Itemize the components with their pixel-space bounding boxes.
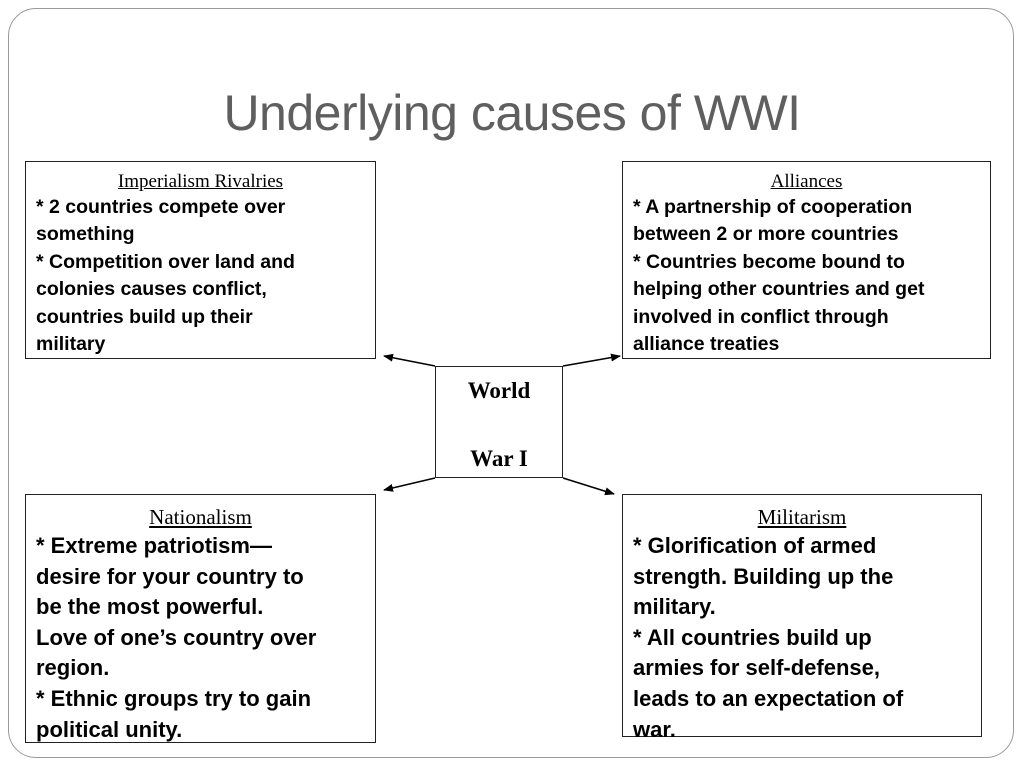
militarism-heading: Militarism [757, 505, 847, 529]
imperialism-body [36, 194, 365, 358]
alliances-line: * Countries become bound to [633, 250, 905, 273]
nationalism-line: region. [36, 655, 110, 681]
center-line-2: War I [470, 446, 528, 471]
arrow-to-imperialism [384, 356, 435, 366]
center-line-1: World [467, 378, 531, 403]
militarism-line: * Glorification of armed [633, 533, 877, 558]
imperialism-heading: Imperialism Rivalries [117, 171, 284, 192]
imperialism-line: military [36, 333, 106, 356]
nationalism-line: desire for your country to [36, 563, 304, 589]
alliances-line: * A partnership of cooperation [633, 196, 913, 218]
nationalism-line: political unity. [36, 716, 183, 742]
arrow-to-militarism [563, 478, 614, 494]
militarism-line: armies for self-defense, [633, 655, 880, 681]
imperialism-box [25, 161, 376, 359]
slide-title: Underlying causes of WWI [223, 85, 801, 141]
imperialism-line: countries build up their [36, 305, 253, 328]
imperialism-line: * 2 countries compete over [36, 196, 286, 218]
nationalism-line: * Extreme patriotism— [36, 533, 272, 558]
militarism-body [633, 531, 971, 745]
nationalism-heading: Nationalism [149, 505, 252, 529]
nationalism-line: * Ethnic groups try to gain [36, 685, 312, 711]
world-war-i-box [435, 366, 563, 478]
arrow-to-nationalism [384, 478, 435, 490]
militarism-box [622, 494, 982, 742]
militarism-line: strength. Building up the [633, 563, 894, 589]
alliances-line: alliance treaties [633, 333, 780, 356]
arrow-to-alliances [563, 356, 620, 366]
alliances-line: helping other countries and get [633, 278, 925, 301]
alliances-heading: Alliances [770, 171, 843, 192]
imperialism-line: colonies causes conflict, [36, 278, 267, 301]
alliances-box [622, 161, 991, 359]
militarism-line: leads to an expectation of [633, 685, 904, 711]
alliances-body [633, 194, 980, 358]
militarism-line: war. [633, 716, 676, 742]
nationalism-body [36, 531, 365, 745]
imperialism-line: something [36, 223, 135, 246]
militarism-line: * All countries build up [633, 624, 872, 650]
alliances-line: between 2 or more countries [633, 223, 899, 246]
militarism-line: military. [633, 594, 716, 620]
nationalism-line: be the most powerful. [36, 594, 264, 620]
nationalism-box [25, 494, 376, 743]
imperialism-line: * Competition over land and [36, 250, 295, 273]
alliances-line: involved in conflict through [633, 305, 889, 328]
nationalism-line: Love of one’s country over [36, 624, 317, 650]
